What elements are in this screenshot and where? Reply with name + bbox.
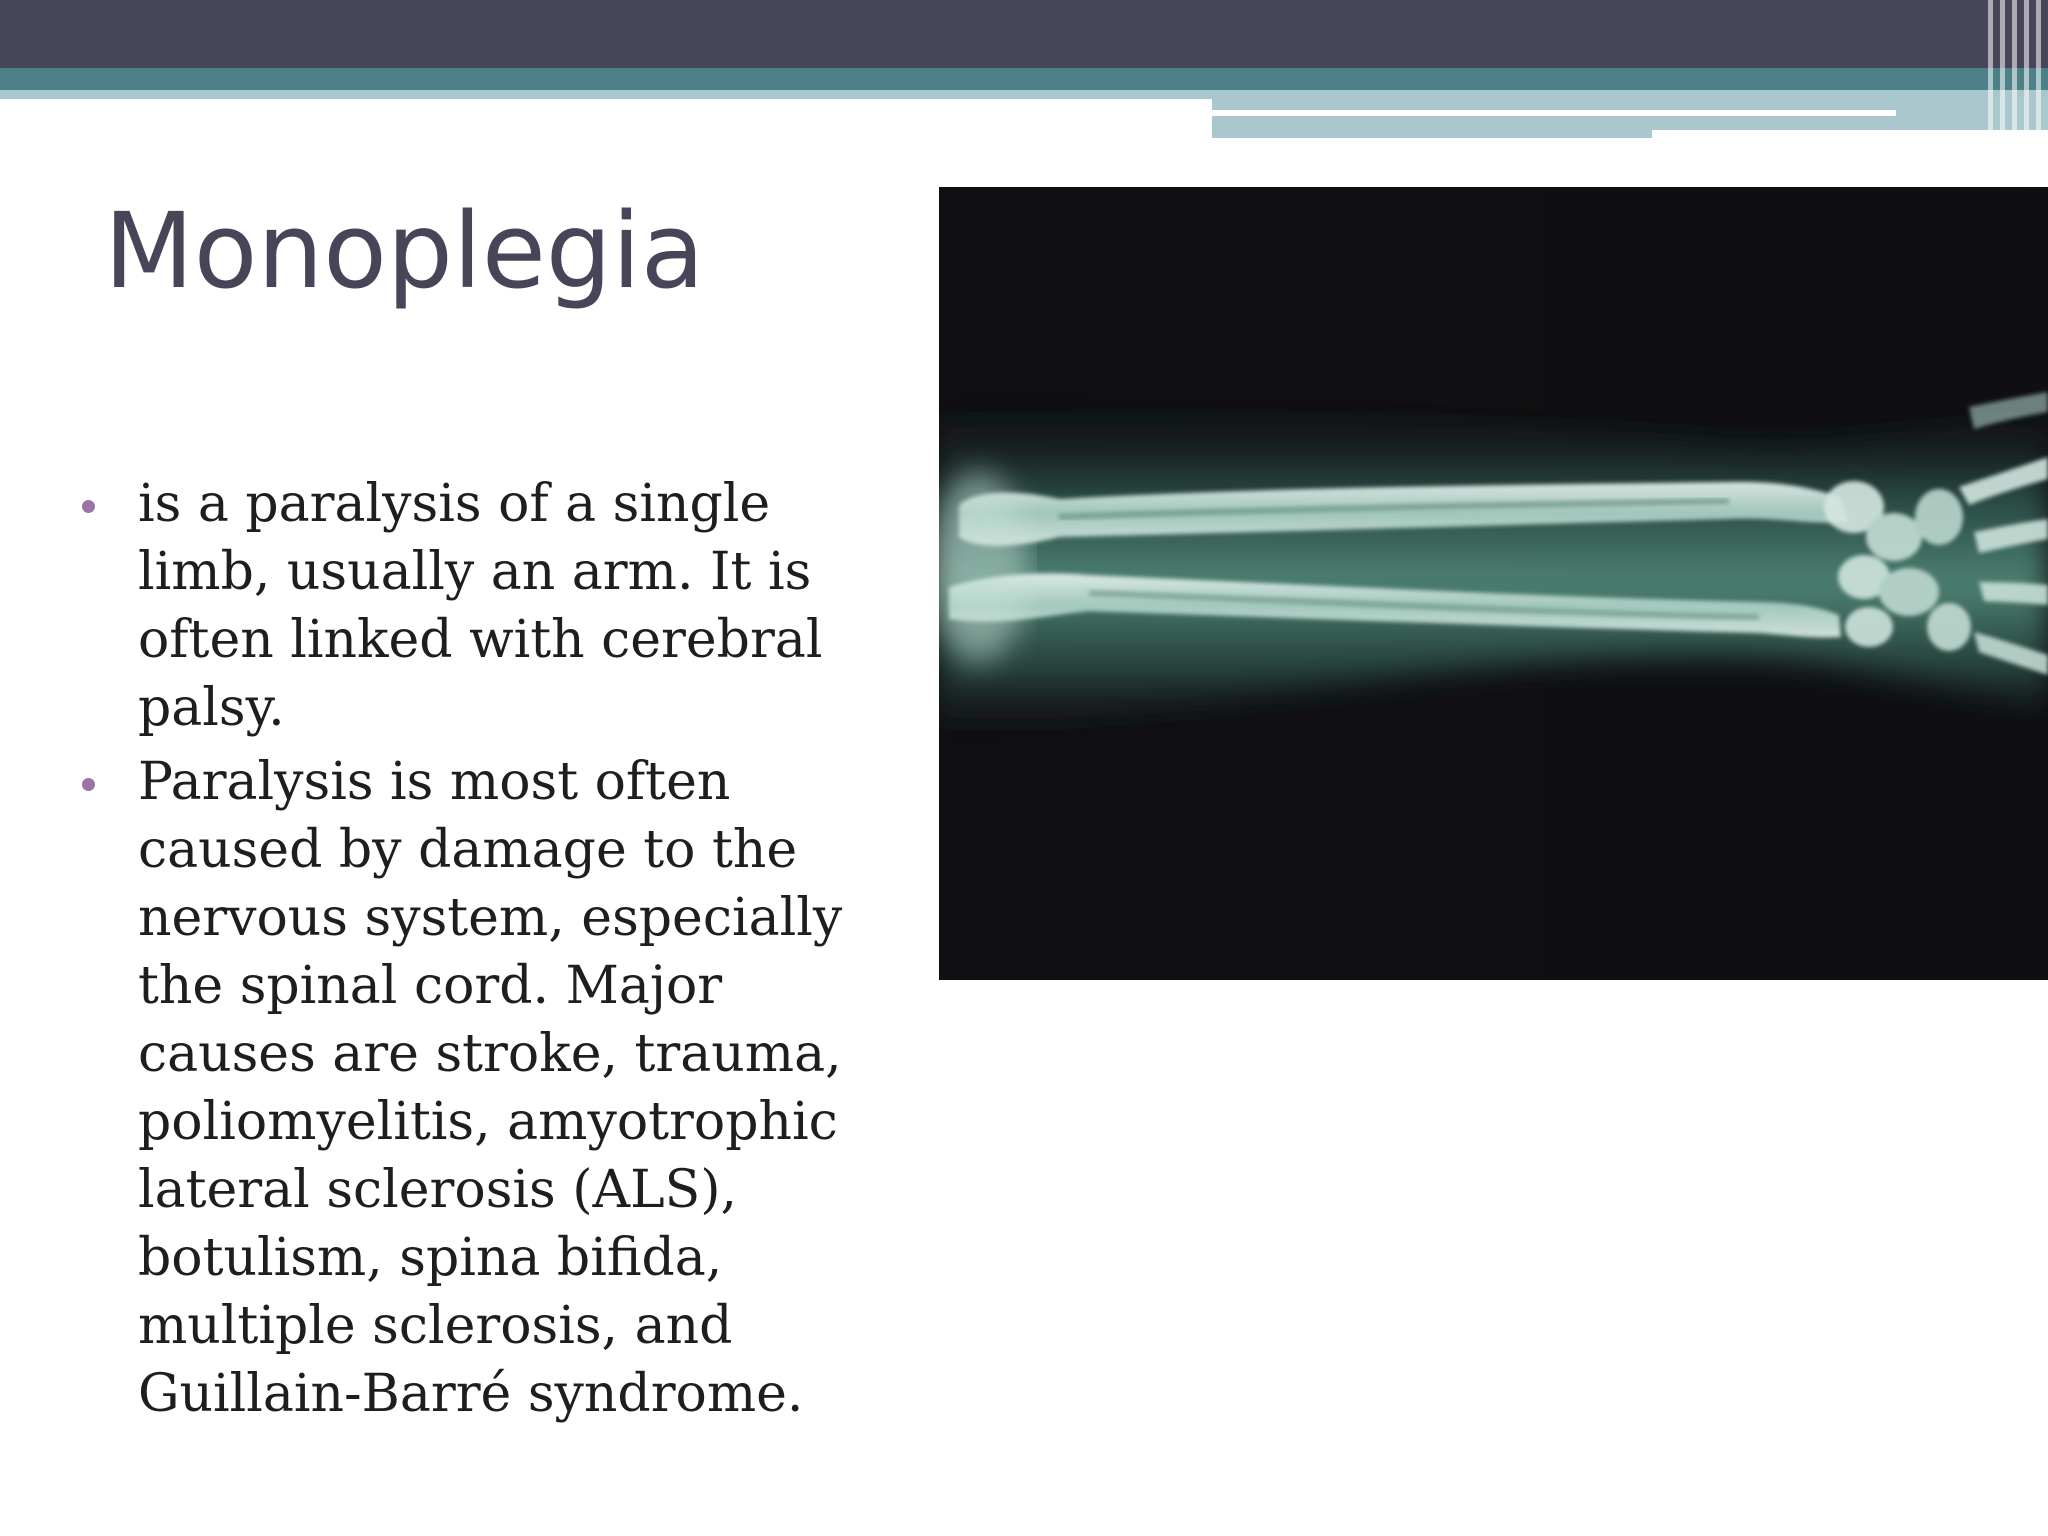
bullet-text: Paralysis is most often caused by damage to the nervous system, especially the spinal cord. Major causes are stroke, trauma, poliomyelitis, amyotrophic lateral sclerosis (ALS), botulism, spina bifida, multiple sclerosis, and Guillain-Barré syndrome.	[138, 752, 843, 1424]
header-light-stripe-left	[0, 90, 1212, 99]
header-dark-band	[0, 0, 2048, 68]
forearm-xray-image	[939, 187, 2048, 980]
bullet-item	[70, 748, 910, 1428]
bullet-list	[70, 470, 910, 1434]
header-teal-band	[0, 68, 2048, 90]
bullet-text: is a paralysis of a single limb, usually an arm. It is often linked with cerebral palsy.	[138, 474, 823, 738]
header-accent-line	[1212, 110, 1896, 116]
bullet-dot-icon	[82, 778, 95, 791]
xray-illustration	[939, 187, 2048, 980]
header-vertical-stripes	[1984, 0, 2048, 138]
bullet-dot-icon	[82, 500, 95, 513]
bullet-item	[70, 470, 910, 742]
slide-title: Monoplegia	[104, 190, 705, 312]
